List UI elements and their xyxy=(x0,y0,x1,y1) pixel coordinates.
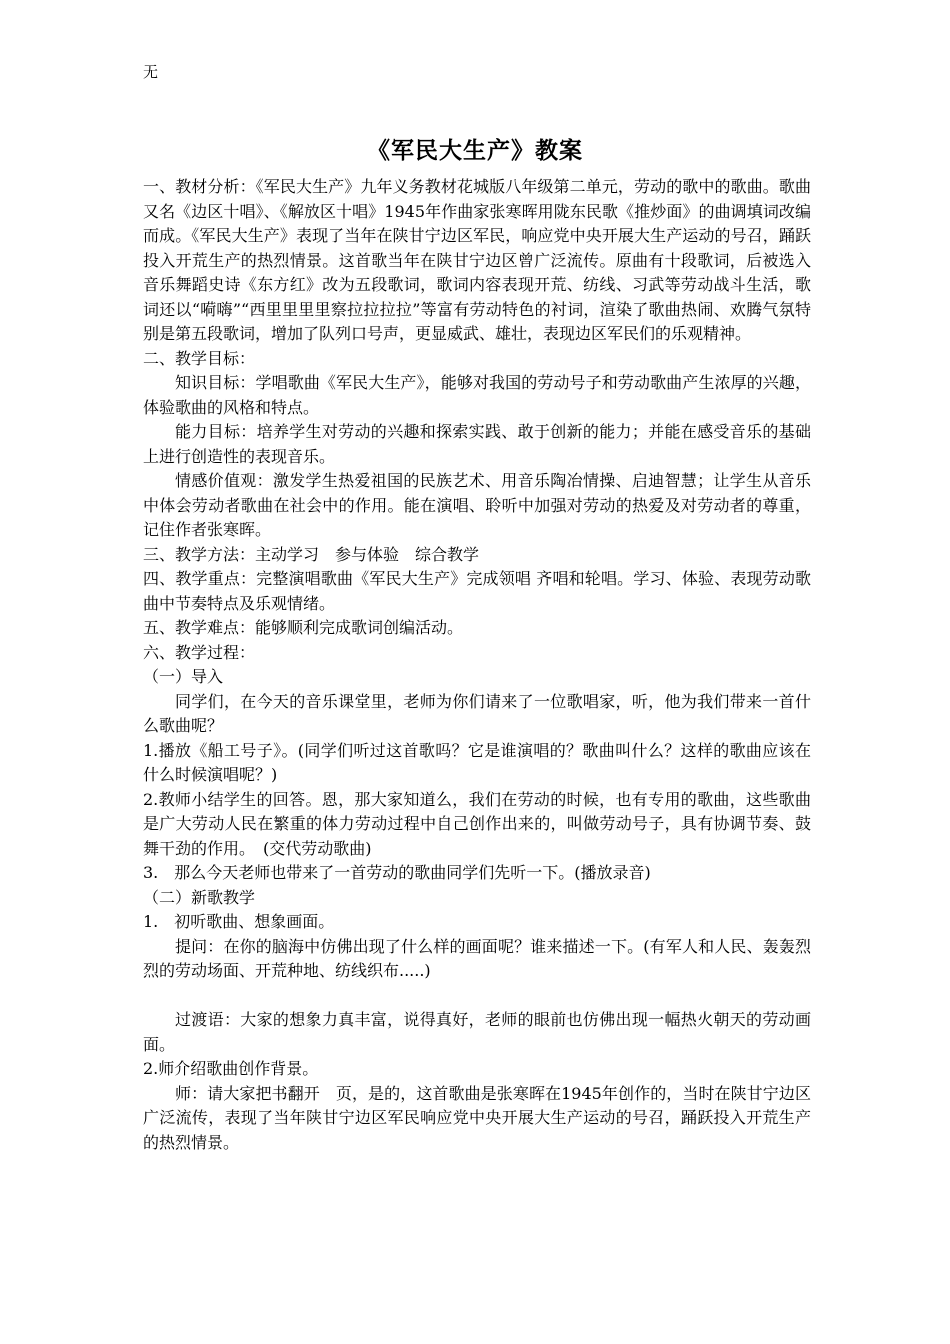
page-title: 《军民大生产》教案 xyxy=(367,137,583,164)
section-key-points: 四、教学重点：完整演唱歌曲《军民大生产》完成领唱 齐唱和轮唱。学习、体验、表现劳动歌曲中节奏特点及乐观情绪。 xyxy=(143,569,811,613)
new-song-step-1: 1. 初听歌曲、想象画面。 xyxy=(143,912,335,931)
intro-text: 同学们，在今天的音乐课堂里，老师为你们请来了一位歌唱家，听，他为我们带来一首什么歌曲呢？ xyxy=(143,691,811,735)
goal-emotion: 情感价值观：激发学生热爱祖国的民族艺术、用音乐陶冶情操、启迪智慧；让学生从音乐中体会劳动者歌曲在社会中的作用。能在演唱、聆听中加强对劳动的热爱及对劳动者的尊重，记住作者张寒晖。 xyxy=(143,471,811,539)
section-methods: 三、教学方法：主动学习 参与体验 综合教学 xyxy=(143,544,480,564)
intro-step-3: 3. 那么今天老师也带来了一首劳动的歌曲同学们先听一下。(播放录音) xyxy=(143,863,651,882)
section-process-heading: 六、教学过程： xyxy=(143,642,256,662)
subsection-intro: （一）导入 xyxy=(143,667,224,686)
section-difficulties: 五、教学难点：能够顺利完成歌词创编活动。 xyxy=(143,618,464,637)
header-mark: 无 xyxy=(143,63,159,81)
section-textbook-analysis: 一、教材分析：《军民大生产》九年义务教材花城版八年级第二单元，劳动的歌中的歌曲。歌曲又名《边区十唱》、《解放区十唱》1945年作曲家张寒晖用陇东民歌《推炒面》的曲调填词改编而成。《军民大生产》表现了当年在陕甘宁边区军民，响应党中央开展大生产运动的号召，踊跃投入开荒生产的热烈情景。这首歌当年在陕甘宁边区曾广泛流传。原曲有十段歌词，后被选入音乐舞蹈史诗《东方红》改为五段歌词，歌词内容表现开荒、纺线、习武等劳动战斗生活，歌词还以“嗬嗨”“西里里里里察拉拉拉拉”等富有劳动特色的衬词，渲染了歌曲热闹、欢腾气氛特别是第五段歌词，增加了队列口号声，更显威武、雄壮，表现边区军民们的乐观精神。 xyxy=(143,177,811,343)
goal-ability: 能力目标：培养学生对劳动的兴趣和探索实践、敢于创新的能力；并能在感受音乐的基础上进行创造性的表现音乐。 xyxy=(143,422,811,466)
new-song-step-2: 2.师介绍歌曲创作背景。 xyxy=(143,1059,319,1078)
document-body xyxy=(143,175,811,1155)
transition-text: 过渡语：大家的想象力真丰富，说得真好，老师的眼前也仿佛出现一幅热火朝天的劳动画面。 xyxy=(143,1010,811,1054)
intro-step-2: 2.教师小结学生的回答。恩，那大家知道么，我们在劳动的时候，也有专用的歌曲，这些歌曲是广大劳动人民在繁重的体力劳动过程中自己创作出来的，叫做劳动号子，具有协调节奏、鼓舞干劲的作用。 (交代劳动歌曲) xyxy=(143,789,811,858)
subsection-new-song: （二）新歌教学 xyxy=(143,887,256,907)
section-goals-heading: 二、教学目标： xyxy=(143,348,256,368)
blank-line xyxy=(143,984,811,1009)
intro-step-1: 1.播放《船工号子》。(同学们听过这首歌吗？它是谁演唱的？歌曲叫什么？这样的歌曲应该在什么时候演唱呢？) xyxy=(143,740,811,784)
teacher-text: 师：请大家把书翻开 页，是的，这首歌曲是张寒晖在1945年创作的，当时在陕甘宁边区广泛流传，表现了当年陕甘宁边区军民响应党中央开展大生产运动的号召，踊跃投入开荒生产的热烈情景。 xyxy=(143,1083,811,1152)
question-text: 提问：在你的脑海中仿佛出现了什么样的画面呢？谁来描述一下。(有军人和人民、轰轰烈烈的劳动场面、开荒种地、纺线织布.....) xyxy=(143,936,811,980)
goal-knowledge: 知识目标：学唱歌曲《军民大生产》，能够对我国的劳动号子和劳动歌曲产生浓厚的兴趣，体验歌曲的风格和特点。 xyxy=(143,373,811,417)
